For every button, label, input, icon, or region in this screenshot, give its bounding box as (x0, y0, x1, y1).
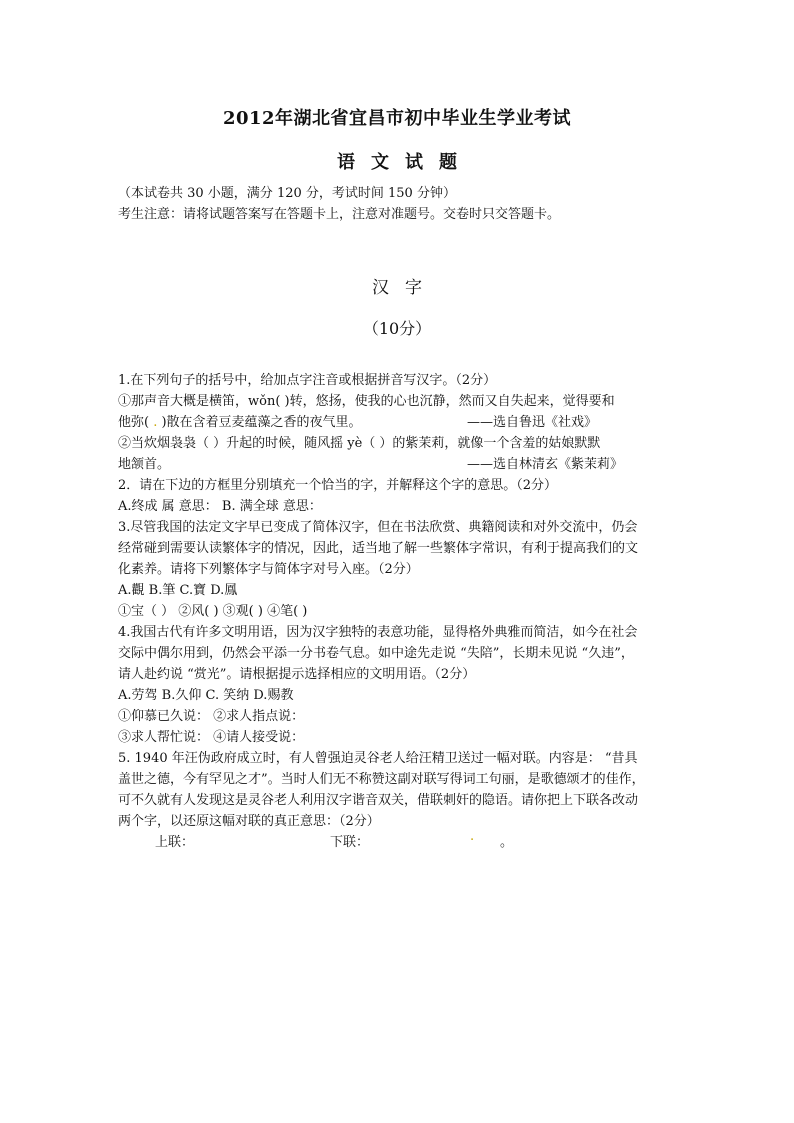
upper-couplet-label: 上联： (155, 835, 195, 850)
question-1-line-4: 地颔首。 (118, 457, 171, 472)
paper-subtitle: 语文试题 (337, 152, 473, 173)
section-heading: 汉字 (372, 278, 438, 298)
question-5-stem-2: 盖世之德，今有罕见之才”。当时人们无不称赞这副对联写得词工句丽，是歌德颂才的佳作， (118, 772, 645, 787)
question-1-source-1: ——选自鲁迅《社戏》 (467, 415, 598, 430)
question-3-stem-3: 化素养。请将下列繁体字与简体字对号入座。（2分） (118, 562, 419, 577)
question-1-source-2: ——选自林清玄《紫茉莉》 (467, 457, 624, 472)
candidate-notice: 考生注意：请将试题答案写在答题卡上，注意对准题号。交卷时只交答题卡。 (118, 207, 561, 222)
question-1-stem: 1.在下列句子的括号中，给加点字注音或根据拼音写汉字。（2分） (118, 373, 497, 388)
lower-couplet-label: 下联： (330, 835, 370, 850)
question-4-stem-3: 请人赴约说 “赏光”。请根据提示选择相应的文明用语。（2分） (118, 667, 476, 682)
sentence-end: 。 (500, 835, 514, 850)
emphasis-dot: . (470, 829, 475, 844)
emphasis-dot: . (149, 415, 158, 430)
question-4-stem-1: 4.我国古代有许多文明用语，因为汉字独特的表意功能，显得格外典雅而简洁，如今在社会 (118, 625, 638, 640)
question-2-stem: 2．请在下边的方框里分别填充一个恰当的字，并解释这个字的意思。（2分） (118, 478, 558, 493)
question-4-stem-2: 交际中偶尔用到，仍然会平添一分书卷气息。如中途先走说 “失陪”，长期未见说 “久违”， (118, 646, 634, 661)
question-2-options: A.终成 属 意思： B. 满全球 意思： (118, 499, 322, 514)
question-4-row-1: ①仰慕已久说： ②求人指点说： (118, 709, 305, 724)
question-1-line-2-start: 他弥( (118, 415, 150, 430)
question-4-row-2: ③求人帮忙说： ④请人接受说： (118, 730, 305, 745)
page-title: 2012年湖北省宜昌市初中毕业生学业考试 (222, 108, 572, 129)
exam-info: （本试卷共 30 小题，满分 120 分，考试时间 150 分钟） (118, 186, 456, 201)
question-1-line-2-end: )散在含着豆麦蕴藻之香的夜气里。 (157, 415, 362, 430)
question-3-stem-1: 3.尽管我国的法定文字早已变成了简体汉字，但在书法欣赏、典籍阅读和对外交流中，仍会 (118, 520, 638, 535)
question-5-stem-1: 5. 1940 年汪伪政府成立时，有人曾强迫灵谷老人给汪精卫送过一幅对联。内容是： “昔具 (118, 751, 638, 766)
question-1-line-2 (118, 411, 362, 430)
question-1-line-1: ①那声音大概是横笛，wǒn( )转，悠扬，使我的心也沉静，然而又自失起来，觉得要和 (118, 394, 615, 409)
question-3-choices: A.觀 B.筆 C.寶 D.鳳 (118, 583, 238, 598)
question-3-stem-2: 经常碰到需要认读繁体字的情况，因此，适当地了解一些繁体字常识，有利于提高我们的文 (118, 541, 639, 556)
question-5-stem-4: 两个字，以还原这幅对联的真正意思：（2分） (118, 814, 380, 829)
question-3-blanks: ①宝（ ） ②风( ) ③观( ) ④笔( ) (118, 604, 308, 619)
question-4-choices: A.劳驾 B.久仰 C. 笑纳 D.赐教 (118, 688, 294, 703)
question-1-line-3: ②当炊烟袅袅（ ）升起的时候，随风摇 yè（ ）的紫茉莉，就像一个含羞的姑娘默默 (118, 436, 601, 451)
question-5-stem-3: 可不久就有人发现这是灵谷老人利用汉字谐音双关，借联刺奸的隐语。请你把上下联各改动 (118, 793, 639, 808)
section-score: （10分） (362, 319, 432, 338)
